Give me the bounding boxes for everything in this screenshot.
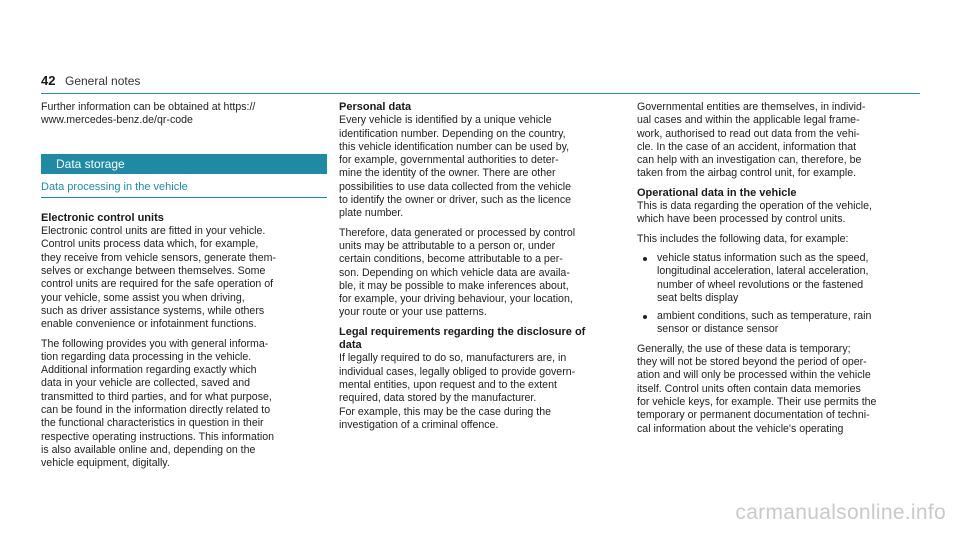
spacer bbox=[41, 198, 327, 212]
gov-paragraph: Governmental entities are themselves, in individ- ual cases and within the applicable legal frame- work, authorised to read out data from the vehi- cle. In the case of an accident, information that can help with an investigation can, therefore, be taken from the airbag control unit, for example. bbox=[637, 101, 866, 180]
page-header bbox=[41, 73, 920, 93]
generally-paragraph: Generally, the use of these data is temporary; they will not be stored beyond the period of oper- ation and will only be processed within the vehicle itself. Control units often contain data memories for vehicle keys, for example. Their use permits the temporary or permanent documentation of techni- cal information about the vehicle's operating bbox=[637, 342, 877, 435]
bullet-icon bbox=[643, 315, 647, 319]
bullet-list bbox=[637, 252, 920, 337]
ecu-paragraph: Electronic control units are fitted in your vehicle. Control units process data which, for example, they receive from vehicle sensors, generate them- selves or exchange between themselves. Some control units are required for the safe operation of your vehicle, some assist you when driving, such as driver assistance systems, while others enable convenience or infotainment functions. bbox=[41, 225, 276, 331]
subsection-heading: Data processing in the vehicle bbox=[41, 181, 327, 198]
therefore-paragraph: Therefore, data generated or processed by control units may be attributable to a person or, under certain conditions, become attributable to a per- son. Depending on which vehicle data are availa- ble, it may be possible to make inferences about, for example, your driving behaviour, your location, your route or your use patterns. bbox=[339, 226, 576, 319]
list-item bbox=[637, 252, 920, 305]
header-divider bbox=[41, 93, 920, 94]
personal-data-heading: Personal data bbox=[339, 101, 412, 113]
personal-data-paragraph: Every vehicle is identified by a unique vehicle identification number. Depending on the country, this vehicle identification number can be used by, for example, governmental authorities to deter- mine the identity of the owner. There are other possibilities to use data collected from the vehicle to identify the owner or driver, such as the licence plate number. bbox=[339, 114, 572, 220]
bullet-icon bbox=[643, 257, 647, 261]
intro-paragraph: Further information can be obtained at https:// www.mercedes-benz.de/qr-code bbox=[41, 101, 256, 127]
watermark: carmanualsonline.info bbox=[735, 501, 946, 524]
bullet-text: ambient conditions, such as temperature, rain sensor or distance sensor bbox=[657, 310, 872, 336]
operational-paragraph: This is data regarding the operation of the vehicle, which have been processed by control units. bbox=[637, 200, 872, 226]
page-number: 42 bbox=[41, 73, 56, 88]
legal-paragraph: If legally required to do so, manufacturers are, in individual cases, legally obliged to provide govern- mental entities, upon request and to the extent required, data stored by the manufacturer. For example, this may be the case during the investigation of a criminal offence. bbox=[339, 352, 576, 431]
legal-heading: Legal requirements regarding the disclosure of data bbox=[339, 325, 586, 352]
ecu-heading: Electronic control units bbox=[41, 211, 164, 224]
bullet-text: vehicle status information such as the speed, longitudinal acceleration, lateral acceleration, number of wheel revolutions or the fastened seat belts display bbox=[657, 251, 869, 304]
column-right bbox=[637, 101, 920, 442]
list-item bbox=[637, 310, 920, 337]
following-paragraph: The following provides you with general informa- tion regarding data processing in the vehicle. Additional information regarding exactly which data in your vehicle are collected, saved and transmitted to third parties, and for what purpose, can be found in the information directly related to the functional characteristics in question in their respective operating instructions. This information is also available online and, depending on the vehicle equipment, digitally. bbox=[41, 337, 274, 470]
column-middle bbox=[339, 101, 625, 438]
section-banner: Data storage bbox=[41, 154, 327, 174]
operational-heading: Operational data in the vehicle bbox=[637, 186, 797, 199]
column-left bbox=[41, 101, 327, 477]
page-title: General notes bbox=[65, 74, 141, 88]
includes-paragraph: This includes the following data, for example: bbox=[637, 232, 849, 245]
